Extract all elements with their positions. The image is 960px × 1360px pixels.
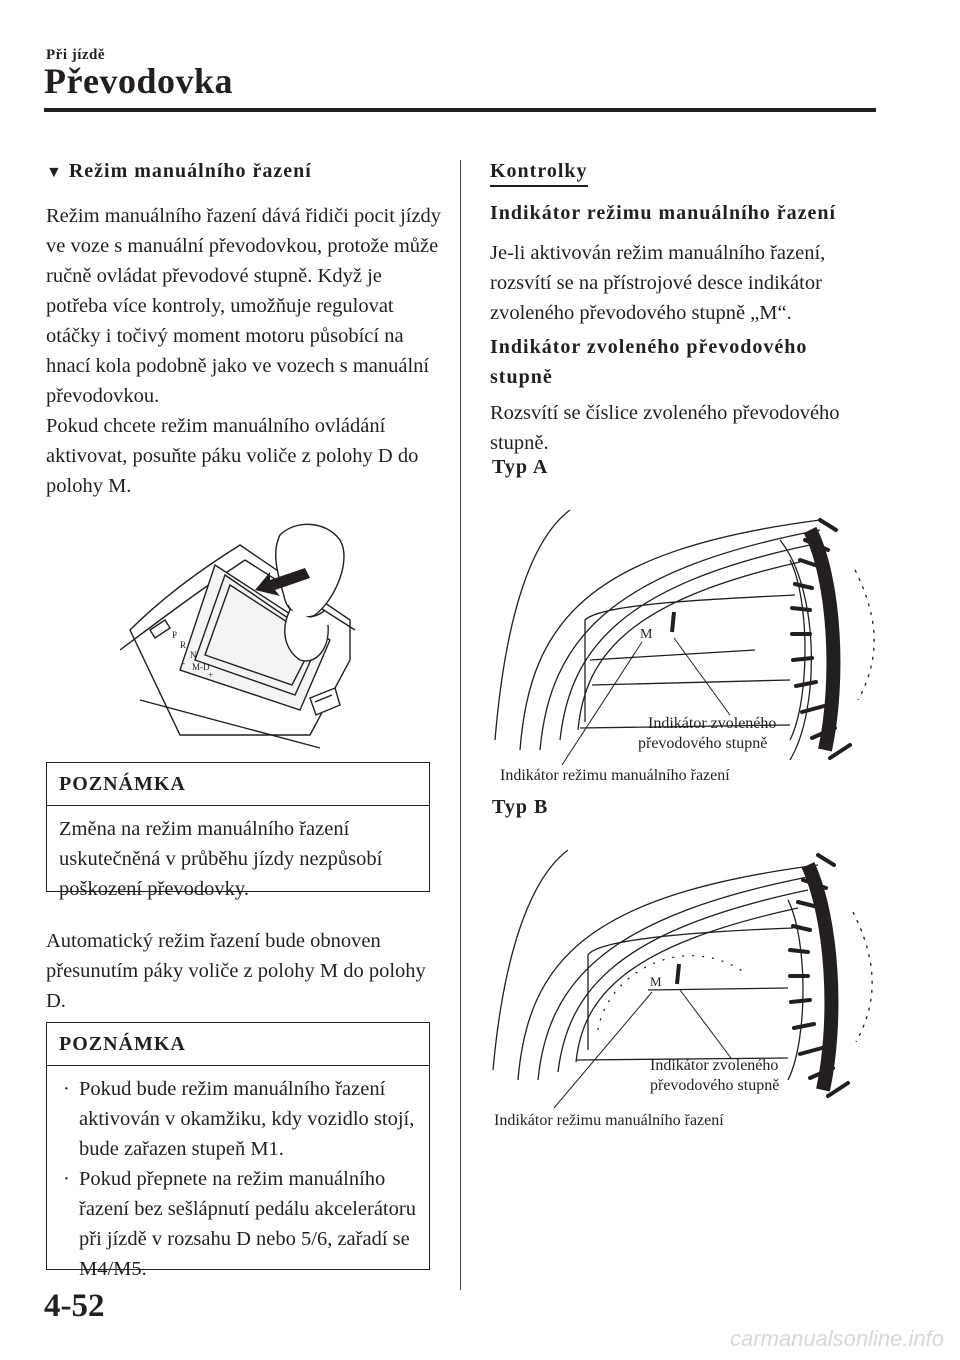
type-a-label: Typ A xyxy=(492,456,549,478)
section-kicker: Při jízdě xyxy=(46,47,106,63)
watermark: carmanualsonline.info xyxy=(729,1326,944,1351)
m-indicator-symbol: M xyxy=(640,627,653,642)
intro-text-2: Pokud chcete režim manuálního ovládání aktivovat, posuňte páku voliče z polohy D do polohy M. xyxy=(46,415,419,497)
note-title: POZNÁMKA xyxy=(47,763,429,806)
gear-callout-line-1: Indikátor zvoleného xyxy=(650,1057,779,1074)
bullet-dot-icon: · xyxy=(63,1078,70,1100)
note-bullet xyxy=(59,1164,421,1284)
note-body xyxy=(47,1066,429,1296)
gear-callout-line-1: Indikátor zvoleného xyxy=(648,715,777,732)
type-b-label: Typ B xyxy=(492,796,549,818)
intro-text-1: Režim manuálního řazení dává řidiči pocit jízdy ve voze s manuální převodovkou, protože může ručně ovládat převodové stupně. Když je potřeba více kontroly, umožňuje regulovat otáčky i točivý moment motoru působící na hnací kola podobně jako ve vozech s manuální převodovkou. xyxy=(46,205,442,407)
shifter-label-p: P xyxy=(172,630,178,640)
page-title: Převodovka xyxy=(44,61,233,101)
indicator-text: Je-li aktivován režim manuálního řazení, rozsvítí se na přístrojové desce indikátor zvoleného převodového stupně „M“. xyxy=(490,242,826,324)
header-rule xyxy=(44,108,876,112)
shifter-label-r: R xyxy=(180,640,187,650)
gear-indicator-heading: Indikátor zvoleného převodového stupně xyxy=(490,336,808,388)
note-title: POZNÁMKA xyxy=(47,1023,429,1066)
bullet-text: Pokud bude režim manuálního řazení aktivován v okamžiku, kdy vozidlo stojí, bude zařazen stupeň M1. xyxy=(79,1078,415,1160)
shift-lever-illustration xyxy=(120,520,370,750)
bullet-text: Pokud přepnete na režim manuálního řazení bez sešlápnutí pedálu akcelerátoru při jízdě v rozsahu D nebo 5/6, zařadí se M4/M5. xyxy=(79,1168,416,1280)
mode-callout: Indikátor režimu manuálního řazení xyxy=(500,767,730,784)
column-divider xyxy=(460,160,461,1290)
gear-callout-line-2: převodového stupně xyxy=(650,1077,780,1094)
intro-paragraph xyxy=(46,201,446,501)
mode-callout: Indikátor režimu manuálního řazení xyxy=(494,1112,724,1129)
m-indicator-symbol: M xyxy=(650,974,662,989)
page-number: 4-52 xyxy=(44,1288,105,1324)
section-heading-text: Režim manuálního řazení xyxy=(68,160,312,182)
note-box-2 xyxy=(46,1022,430,1280)
note-body: Změna na režim manuálního řazení uskutečněná v průběhu jízdy nezpůsobí poškození převodovky. xyxy=(59,818,383,900)
shifter-label-n: N xyxy=(190,650,197,660)
triangle-bullet-icon: ▼ xyxy=(46,164,63,181)
subsection-title: Kontrolky xyxy=(490,160,588,187)
gear-indicator-text: Rozsvítí se číslice zvoleného převodového stupně. xyxy=(490,402,840,454)
type-a-cluster-illustration xyxy=(490,500,890,795)
note-bullet xyxy=(59,1074,421,1164)
note-box-1 xyxy=(46,762,430,900)
type-b-cluster-illustration xyxy=(488,840,888,1130)
indicator-heading: Indikátor režimu manuálního řazení xyxy=(490,202,837,224)
gear-callout-line-2: převodového stupně xyxy=(638,735,768,752)
section-heading xyxy=(46,160,312,183)
bullet-dot-icon: · xyxy=(63,1168,70,1190)
shifter-label-minus: - xyxy=(182,658,185,668)
shifter-label-plus: + xyxy=(208,670,214,680)
auto-mode-paragraph: Automatický režim řazení bude obnoven přesunutím páky voliče z polohy M do polohy D. xyxy=(46,930,426,1012)
shifter-label-md: M-D xyxy=(192,662,210,672)
